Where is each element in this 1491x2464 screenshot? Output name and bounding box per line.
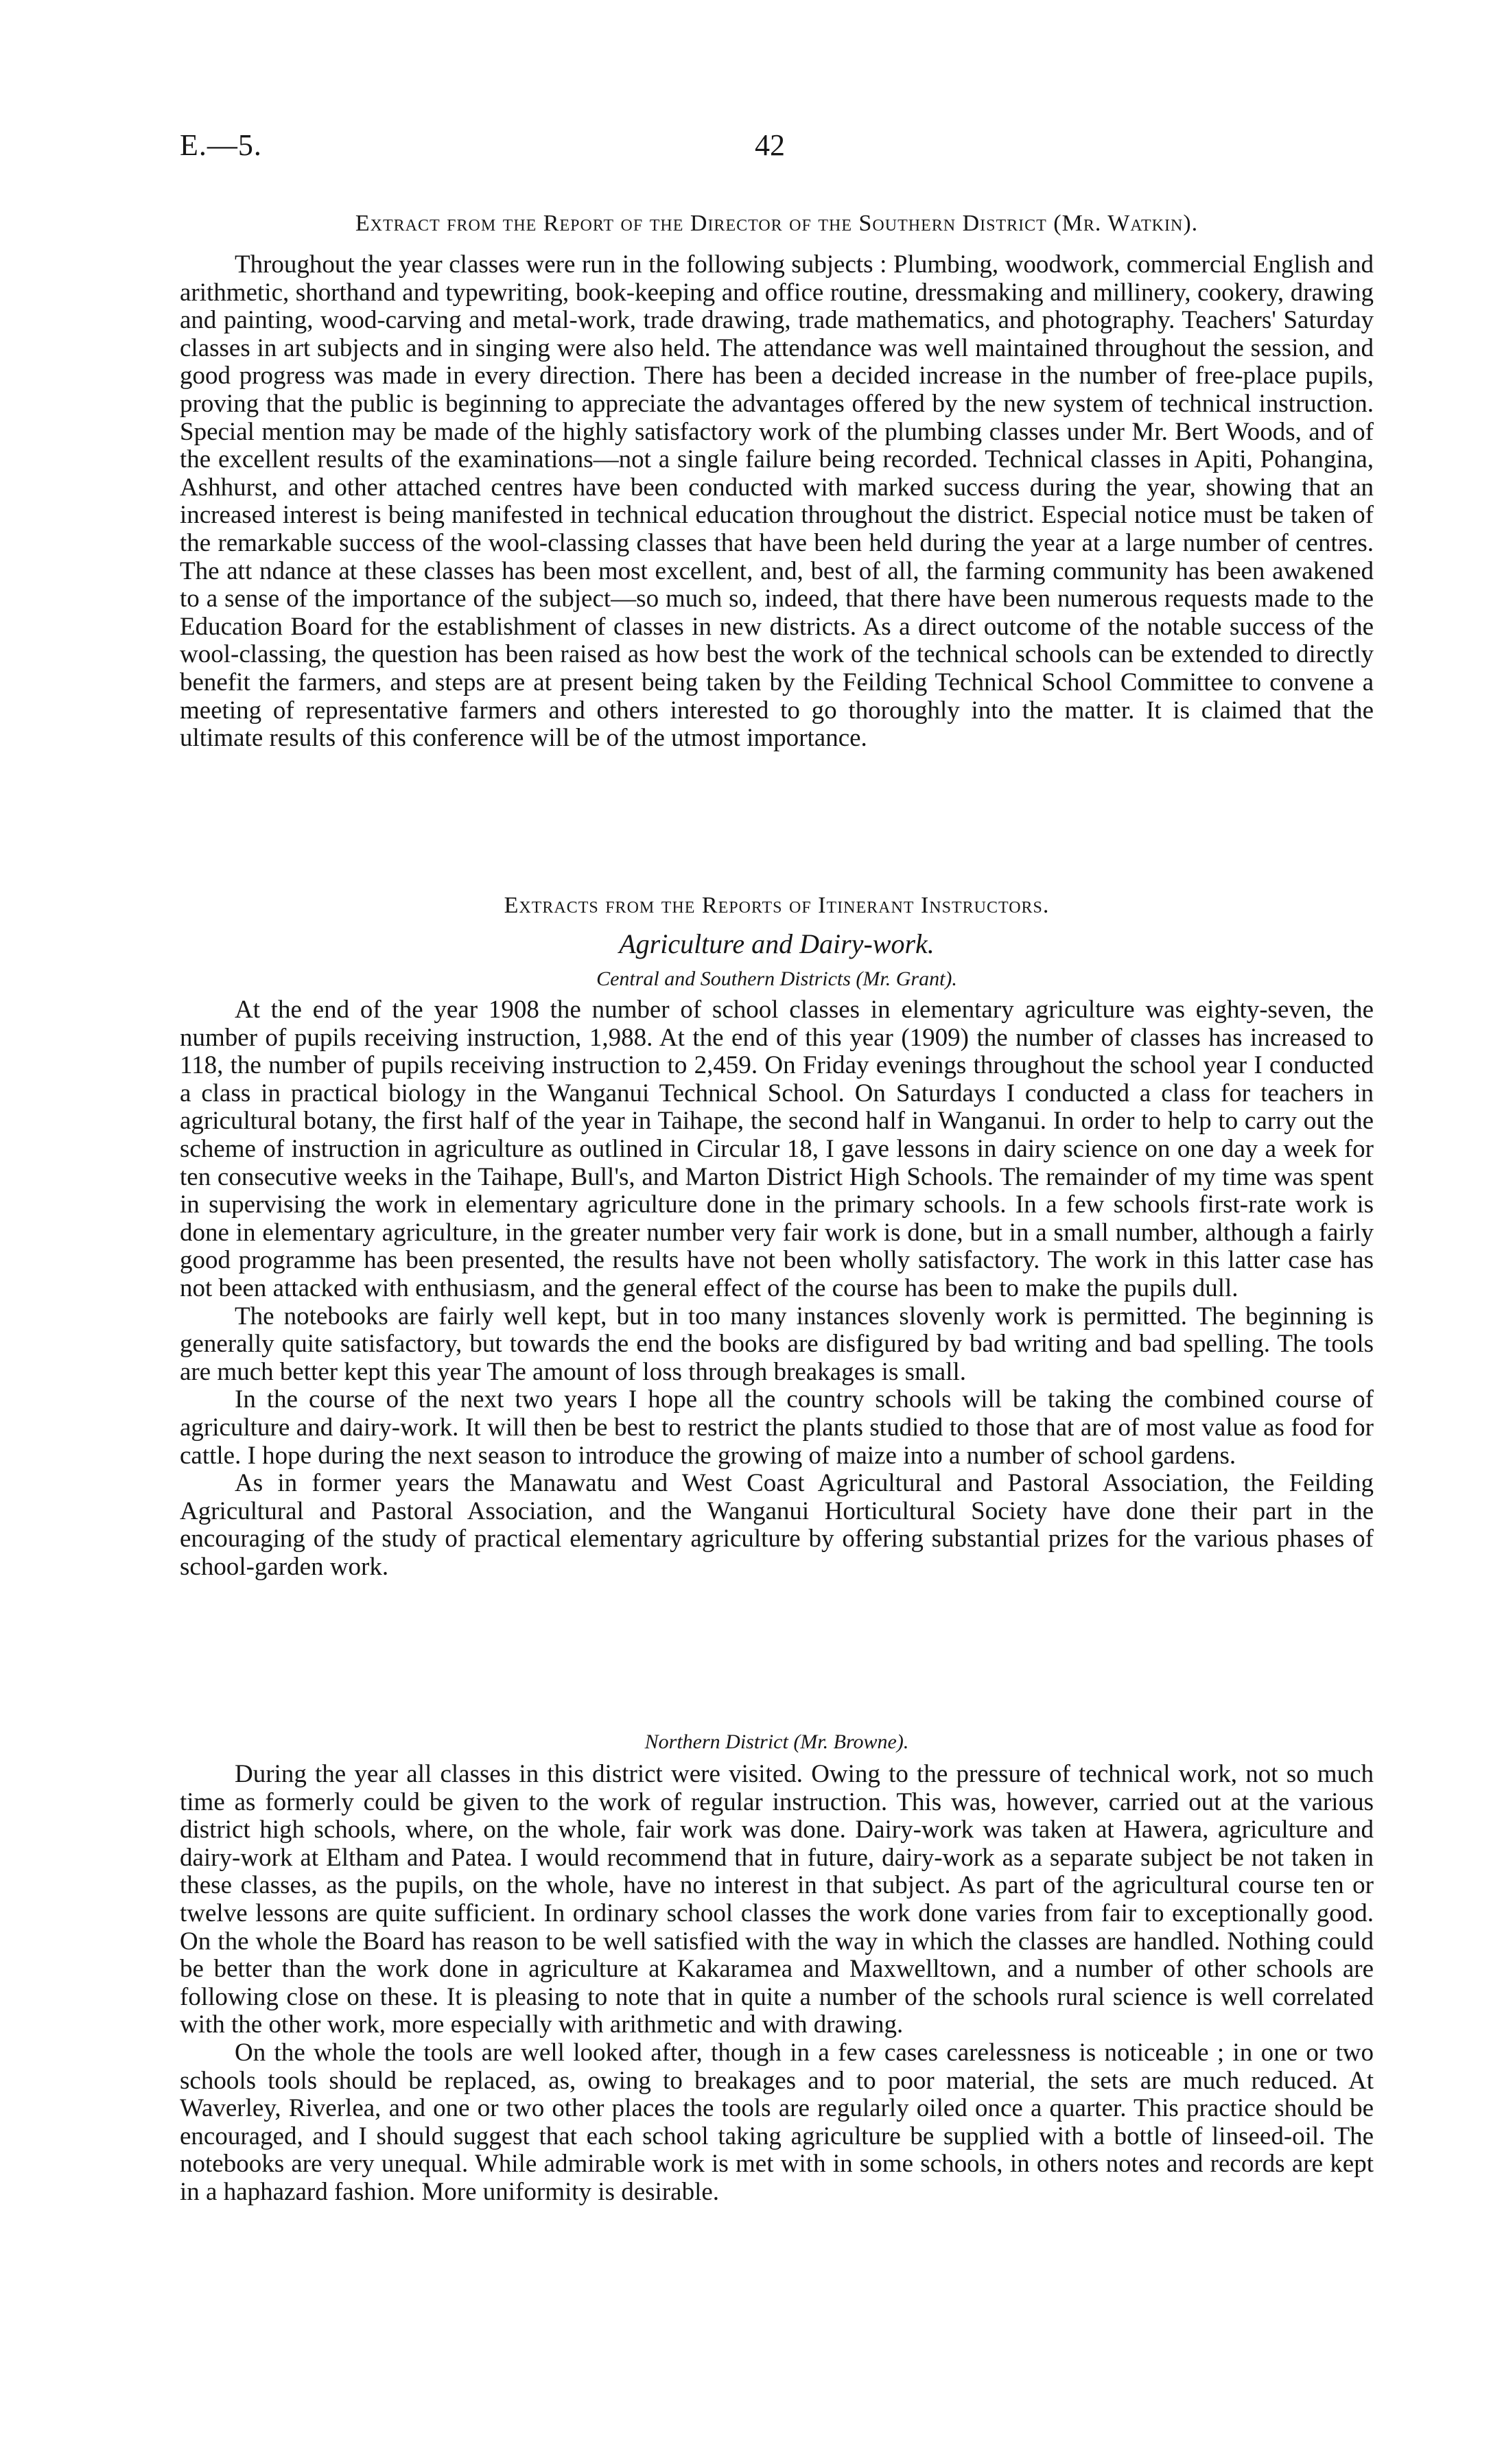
subheading-agriculture-dairy: Agriculture and Dairy-work.	[619, 928, 935, 959]
director-report-section	[180, 210, 1374, 237]
report-reference: E.—5.	[180, 128, 262, 162]
paragraph: At the end of the year 1908 the number of school classes in elementary agriculture was eighty-seven, the number of pupils receiving instruction, 1,988. At the end of this year (1909) the number of classes has increased to 118, the number of pupils receiving instruction to 2,459. On Friday evenings throughout the school year I conducted a class in practical biology in the Wanganui Technical School. On Saturdays I conducted a class for teachers in agricultural botany, the first half of the year in Taihape, the second half in Wanganui. In order to help to carry out the scheme of instruction in agriculture as outlined in Circular 18, I gave lessons in dairy science on one day a week for ten consecutive weeks in the Taihape, Bull's, and Marton District High Schools. The remainder of my time was spent in supervising the work in elementary agriculture done in the primary schools. In a few schools first-rate work is done in elementary agriculture, in the greater number very fair work is done, but in a small number, although a fairly good programme has been presented, the results have not been wholly satisfactory. The work in this latter case has not been attacked with enthusiasm, and the general effect of the course has been to make the pupils dull.	[180, 996, 1374, 1302]
paragraph: In the course of the next two years I hope all the country schools will be taking the combined course of agriculture and dairy-work. It will then be best to restrict the plants studied to those that are of most value as food for cattle. I hope during the next season to introduce the growing of maize into a number of school gardens.	[180, 1385, 1374, 1470]
paragraph: As in former years the Manawatu and West Coast Agricultural and Pastoral Association, the Feilding Agricultural and Pastoral Association, and the Wanganui Horticultural Society have done their part in the encouraging of the study of practical elementary agriculture by offering substantial prizes for the various phases of school-garden work.	[180, 1469, 1374, 1581]
paragraph: On the whole the tools are well looked after, though in a few cases carelessness is noticeable ; in one or two schools tools should be replaced, as, owing to breakages and to poor material, the sets are much reduced. At Waverley, Riverlea, and one or two other places the tools are regularly oiled once a quarter. This practice should be encouraged, and I should suggest that each school taking agriculture be supplied with a bottle of linseed-oil. The notebooks are very unequal. While admirable work is met with in some schools, in others notes and records are kept in a haphazard fashion. More uniformity is desirable.	[180, 2038, 1374, 2206]
central-report-body	[180, 996, 1374, 1581]
northern-report-body	[180, 1761, 1374, 2207]
northern-district-title-block	[180, 1729, 1374, 1755]
subheading-central-southern: Central and Southern Districts (Mr. Grant).	[596, 967, 957, 990]
paragraph: Throughout the year classes were run in the following subjects : Plumbing, woodwork, commercial English and arithmetic, shorthand and typewriting, book-keeping and office routine, dressmaking and millinery, cookery, drawing and painting, wood-carving and metal-work, trade drawing, trade mathematics, and photography. Teachers' Saturday classes in art subjects and in singing were also held. The attendance was well maintained throughout the session, and good progress was made in every direction. There has been a decided increase in the number of free-place pupils, proving that the public is beginning to appreciate the advantages offered by the new system of technical instruction. Special mention may be made of the highly satisfactory work of the plumbing classes under Mr. Bert Woods, and of the excellent results of the examinations—not a single failure being recorded. Technical classes in Apiti, Pohangina, Ashhurst, and other attached centres have been conducted with marked success during the year, showing that an increased interest is being manifested in technical education throughout the district. Especial notice must be taken of the remarkable success of the wool-classing classes that have been held during the year at a large number of centres. The att ndance at these classes has been most excellent, and, best of all, the farming community has been awakened to a sense of the importance of the subject—so much so, indeed, that there have been numerous requests made to the Education Board for the establishment of classes in new districts. As a direct outcome of the notable success of the wool-classing, the question has been raised as how best the work of the technical schools can be extended to directly benefit the farmers, and steps are at present being taken by the Feilding Technical School Committee to convene a meeting of representative farmers and others interested to go thoroughly into the matter. It is claimed that the ultimate results of this conference will be of the utmost importance.	[180, 250, 1374, 753]
paragraph: The notebooks are fairly well kept, but in too many instances slovenly work is permitted. The beginning is generally quite satisfactory, but towards the end the books are disfigured by bad writing and bad spelling. The tools are much better kept this year The amount of loss through breakages is small.	[180, 1302, 1374, 1386]
page-number: 42	[755, 128, 785, 162]
section-heading-itinerant: Extracts from the Reports of Itinerant Instructors.	[504, 893, 1050, 918]
itinerant-section-heading-block	[180, 892, 1374, 919]
director-report-body	[180, 251, 1374, 753]
subheading-northern: Northern District (Mr. Browne).	[644, 1730, 909, 1753]
paragraph: During the year all classes in this district were visited. Owing to the pressure of technical work, not so much time as formerly could be given to the work of regular instruction. This was, however, carried out at the various district high schools, where, on the whole, fair work was done. Dairy-work was taken at Hawera, agriculture and dairy-work at Eltham and Patea. I would recommend that in future, dairy-work as a separate subject be not taken in these classes, as the pupils, on the whole, have no interest in that subject. As part of the agricultural course ten or twelve lessons are quite sufficient. In ordinary school classes the work done varies from fair to exceptionally good. On the whole the Board has reason to be well satisfied with the way in which the classes are handled. Nothing could be better than the work done in agriculture at Kakaramea and Maxwelltown, and a number of other schools are following close on these. It is pleasing to note that in quite a number of the schools rural science is well correlated with the other work, more especially with arithmetic and with drawing.	[180, 1760, 1374, 2039]
agriculture-subheading-block	[180, 928, 1374, 961]
section-heading-director: Extract from the Report of the Director of the Southern District (Mr. Watkin).	[355, 211, 1199, 236]
central-district-title-block	[180, 966, 1374, 992]
